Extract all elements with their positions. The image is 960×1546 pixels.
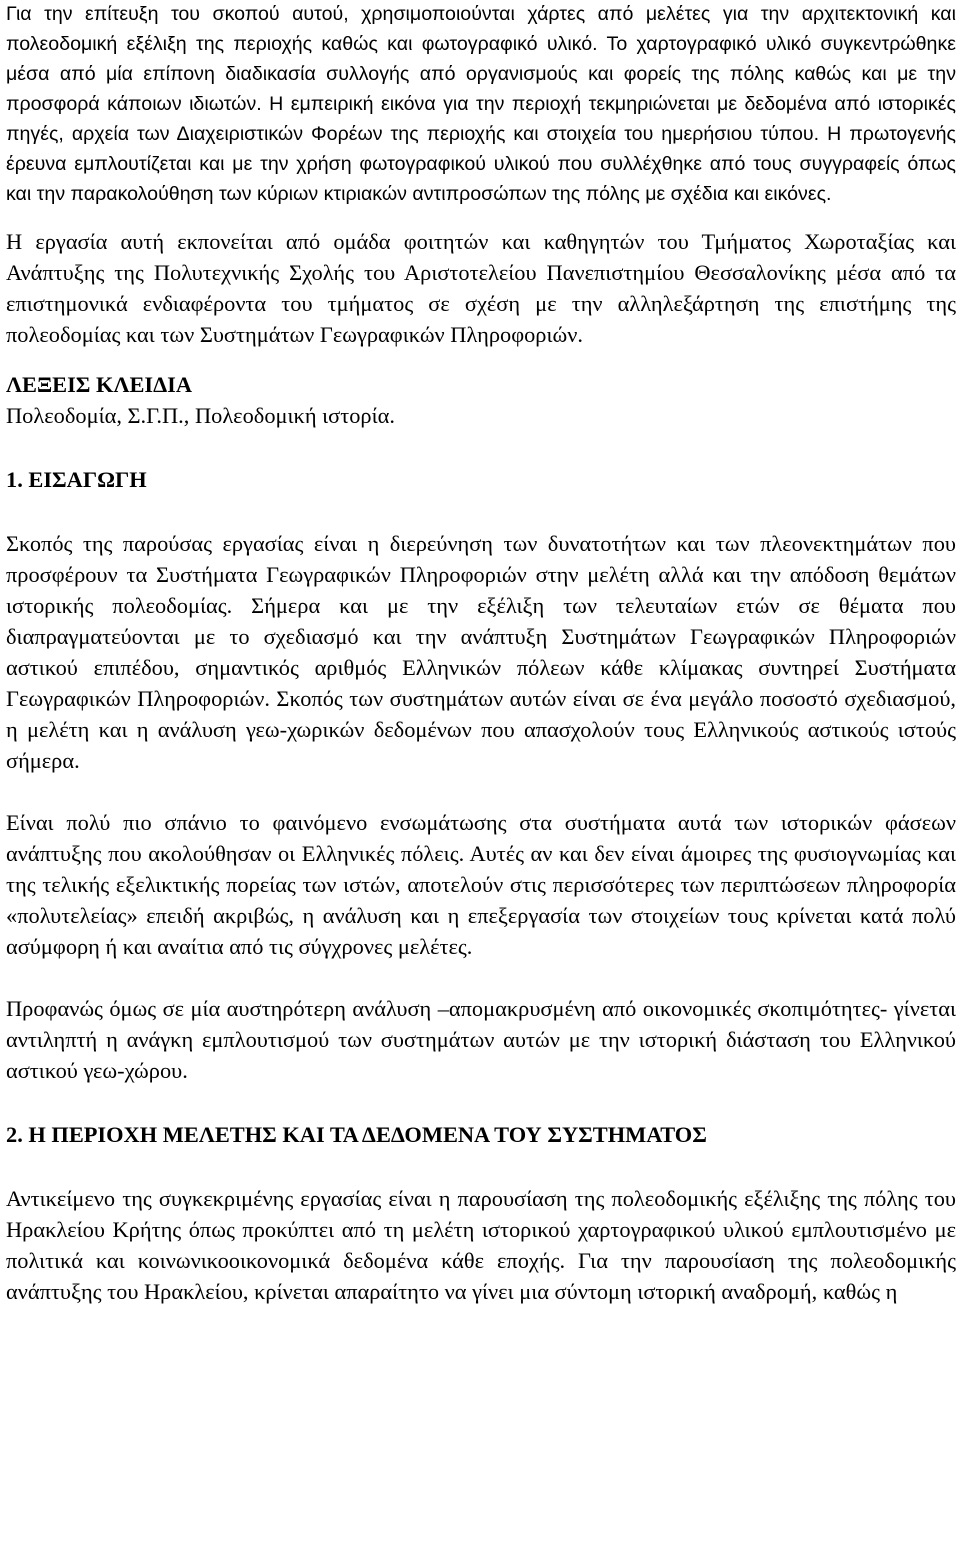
section-2-paragraph-1: Αντικείμενο της συγκεκριμένης εργασίας είναι η παρουσίαση της πολεοδομικής εξέλιξης της πόλης του Ηρακλείου Κρήτης όπως προκύπτει από τη μελέτη ιστορικού χαρτογραφικού υλικού εμπλουτισμένο με πολιτικά και κοινωνικοοικονομικά δεδομένα κάθε εποχής. Για την παρουσίαση της πολεοδομικής ανάπτυξης του Ηρακλείου, κρίνεται απαραίτητο να γίνει μια σύντομη ιστορική αναδρομή, καθώς η bbox=[6, 1186, 956, 1304]
team-paragraph: Η εργασία αυτή εκπονείται από ομάδα φοιτητών και καθηγητών του Τμήματος Χωροταξίας και Ανάπτυξης της Πολυτεχνικής Σχολής του Αριστοτελείου Πανεπιστημίου Θεσσαλονίκης μέσα από τα επιστημονικά ενδιαφέροντα του τμήματος σε σχέση με την αλληλεξάρτηση της επιστήμης της πολεοδομίας και των Συστημάτων Γεωγραφικών Πληροφοριών. bbox=[6, 229, 956, 347]
section-1-heading: 1. ΕΙΣΑΓΩΓΗ bbox=[6, 467, 147, 492]
section-2-heading: 2. Η ΠΕΡΙΟΧΗ ΜΕΛΕΤΗΣ ΚΑΙ ΤΑ ΔΕΔΟΜΕΝΑ ΤΟΥ ΣΥΣΤΗΜΑΤΟΣ bbox=[6, 1122, 707, 1147]
section-1-paragraph-3: Προφανώς όμως σε μία αυστηρότερη ανάλυση –απομακρυσμένη από οικονομικές σκοπιμότητες- γίνεται αντιληπτή η ανάγκη εμπλουτισμού των συστημάτων αυτών με την ιστορική διάσταση του Ελληνικού αστικού γεω-χώρου. bbox=[6, 996, 956, 1083]
intro-paragraph: Για την επίτευξη του σκοπού αυτού, χρησιμοποιούνται χάρτες από μελέτες για την αρχιτεκτονική και πολεοδομική εξέλιξη της περιοχής καθώς και φωτογραφικό υλικό. Το χαρτογραφικό υλικό συγκεντρώθηκε μέσα από μία επίπονη διαδικασία συλλογής από οργανισμούς και φορείς της πόλης καθώς και με την προσφορά κάποιων ιδιωτών. Η εμπειρική εικόνα για την περιοχή τεκμηριώνεται με δεδομένα από ιστορικές πηγές, αρχεία των Διαχειριστικών Φορέων της περιοχής και στοιχεία του ημερήσιου τύπου. Η πρωτογενής έρευνα εμπλουτίζεται και με την χρήση φωτογραφικού υλικού που συλλέχθηκε από τους συγγραφείς όπως και την παρακολούθηση των κύριων κτιριακών αντιπροσώπων της πόλης με σχέδια και εικόνες. bbox=[6, 3, 956, 205]
section-1-paragraph-1: Σκοπός της παρούσας εργασίας είναι η διερεύνηση των δυνατοτήτων και των πλεονεκτημάτων που προσφέρουν τα Συστήματα Γεωγραφικών Πληροφοριών στην μελέτη αλλά και την απόδοση θεμάτων ιστορικής πολεοδομίας. Σήμερα και με την εξέλιξη των τελευταίων ετών σε θέματα που διαπραγματεύονται με το σχεδιασμό και την ανάπτυξη Συστημάτων Γεωγραφικών Πληροφοριών αστικού επιπέδου, σημαντικός αριθμός Ελληνικών πόλεων κάθε κλίμακας συντηρεί Συστήματα Γεωγραφικών Πληροφοριών. Σκοπός των συστημάτων αυτών είναι σε ένα μεγάλο ποσοστό σχεδιασμού, η μελέτη και η ανάλυση γεω-χωρικών δεδομένων που απασχολούν τους Ελληνικούς αστικούς ιστούς σήμερα. bbox=[6, 531, 956, 773]
section-1-paragraph-2: Είναι πολύ πιο σπάνιο το φαινόμενο ενσωμάτωσης στα συστήματα αυτά των ιστορικών φάσεων ανάπτυξης που ακολούθησαν οι Ελληνικές πόλεις. Αυτές αν και δεν είναι άμοιρες της φυσιογνωμίας και της τελικής εξελικτικής πορείας των ιστών, αποτελούν στις περισσότερες των περιπτώσεων πληροφορία «πολυτελείας» επειδή ακριβώς, η ανάλυση και η επεξεργασία των στοιχείων τους κρίνεται κατά πολύ ασύμφορη ή και αναίτια από τις σύγχρονες μελέτες. bbox=[6, 810, 956, 959]
keywords-heading: ΛΕΞΕΙΣ ΚΛΕΙΔΙΑ bbox=[6, 372, 193, 397]
keywords-text: Πολεοδομία, Σ.Γ.Π., Πολεοδομική ιστορία. bbox=[6, 403, 395, 428]
